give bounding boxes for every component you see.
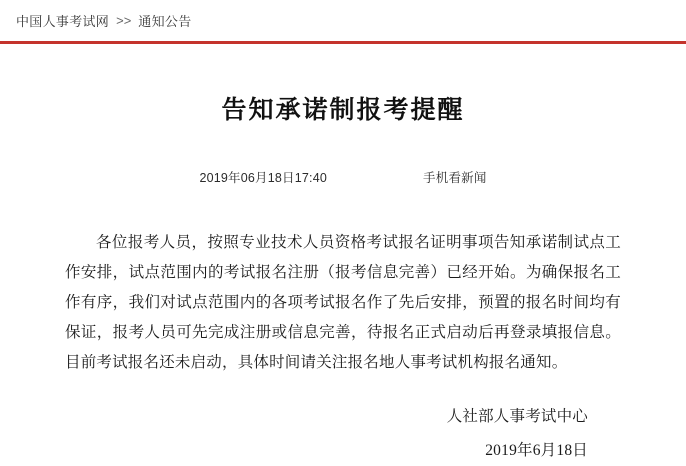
- article-signature: 人社部人事考试中心: [446, 408, 588, 425]
- breadcrumb: [0, 0, 686, 44]
- breadcrumb-current: 通知公告: [138, 14, 192, 29]
- article-container: [0, 90, 686, 466]
- breadcrumb-separator: >>: [116, 13, 132, 28]
- article-meta: [40, 168, 646, 186]
- mobile-news-link[interactable]: 手机看新闻: [423, 171, 487, 185]
- page-title: 告知承诺制报考提醒: [221, 97, 465, 124]
- publish-date: 2019年06月18日17:40: [199, 171, 328, 185]
- article-signature-date: 2019年6月18日: [485, 442, 588, 459]
- breadcrumb-site-link[interactable]: 中国人事考试网: [16, 14, 110, 29]
- article-body: 各位报考人员，按照专业技术人员资格考试报名证明事项告知承诺制试点工作安排，试点范围内的考试报名注册（报考信息完善）已经开始。为确保报名工作有序，我们对试点范围内的各项考试报名作了先后安排，预置的报名时间均有保证，报考人员可先完成注册或信息完善，待报名正式启动后再登录填报信息。目前考试报名还未启动，具体时间请关注报名地人事考试机构报名通知。: [65, 234, 621, 371]
